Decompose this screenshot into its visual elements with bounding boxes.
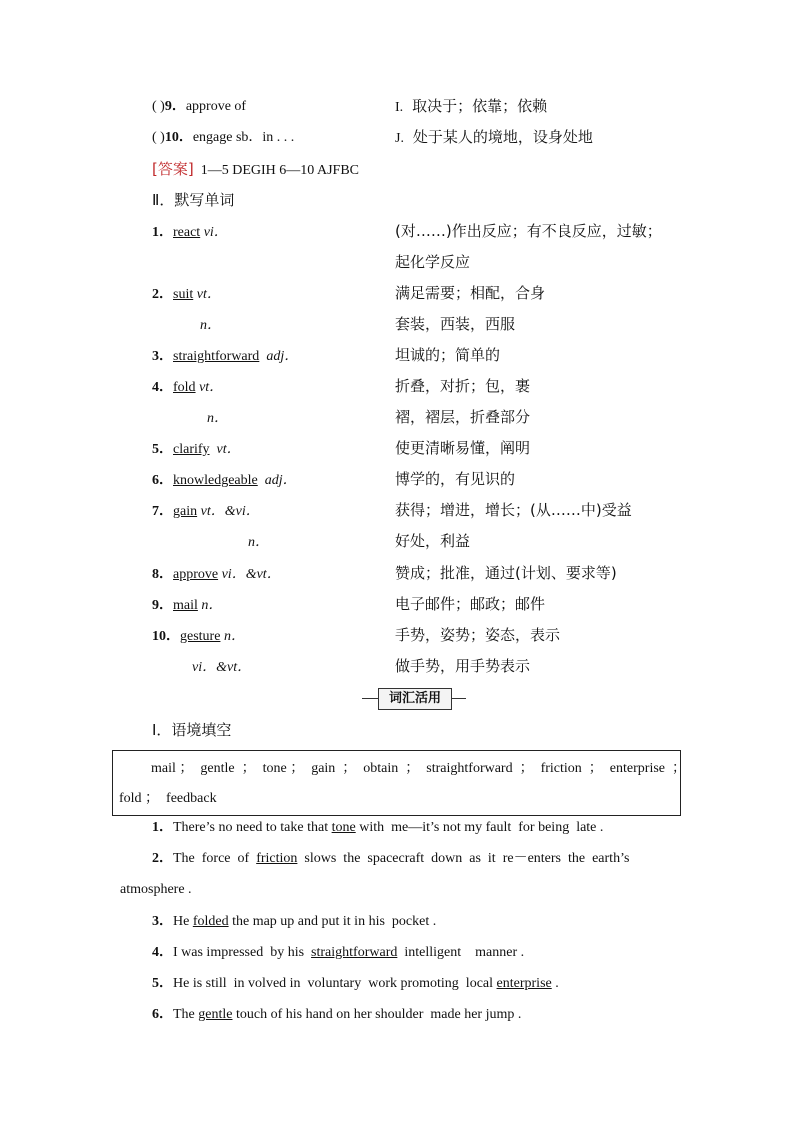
vocab-word: mail — [173, 598, 198, 613]
sentence-text: slows the spacecraft down as it re－enters the earth’s — [297, 851, 630, 866]
vocab-word: gesture — [180, 629, 221, 644]
filled-answer: straightforward — [311, 945, 398, 960]
item-number: 4． — [152, 380, 173, 395]
vocab-word: straightforward — [173, 349, 260, 364]
vocab-word: clarify — [173, 442, 210, 457]
vocab-word: suit — [173, 287, 194, 302]
item-number: 5． — [152, 976, 173, 991]
sentence-text: touch of his hand on her shoulder made her jump . — [232, 1007, 522, 1022]
filled-answer: tone — [331, 820, 356, 835]
answer-key — [152, 160, 359, 180]
cloze-sentence — [152, 850, 629, 868]
item-number: 10． — [164, 130, 193, 145]
part-of-speech: adj． — [266, 349, 299, 364]
item-number: 2． — [152, 851, 173, 866]
vocab-meaning: 电子邮件；邮政；邮件 — [395, 595, 546, 613]
vocab-item — [152, 441, 241, 459]
section-title: Ⅱ．默写单词 — [152, 191, 235, 209]
item-number: 6． — [152, 473, 173, 488]
part-of-speech: n． — [201, 598, 223, 613]
answer-text: 1—5 DEGIH 6—10 AJFBC — [200, 163, 360, 178]
item-number: 4． — [152, 945, 173, 960]
part-of-speech: vi． — [203, 225, 228, 240]
meaning-text: 处于某人的境地，设身处地 — [412, 128, 593, 146]
cloze-sentence — [152, 819, 603, 837]
vocab-item — [152, 628, 245, 646]
sentence-text: There’s no need to take that — [173, 820, 332, 835]
part-of-speech: adj． — [264, 473, 297, 488]
cloze-sentence — [152, 1006, 521, 1024]
section-title: Ⅰ．语境填空 — [152, 721, 232, 739]
vocab-item — [152, 597, 222, 615]
vocab-meaning: 使更清晰易懂，阐明 — [395, 439, 531, 457]
item-number: 1． — [152, 820, 173, 835]
sentence-text: The force of — [173, 851, 257, 866]
match-phrase: approve of — [185, 99, 247, 114]
vocab-meaning: 折叠，对折；包，裹 — [395, 377, 531, 395]
section-banner — [362, 688, 466, 710]
match-meaning — [395, 97, 547, 117]
vocab-word: react — [173, 225, 201, 240]
vocab-meaning: 获得；增进，增长；(从……中)受益 — [395, 501, 632, 519]
vocab-meaning: 好处，利益 — [395, 532, 471, 550]
sentence-text: I was impressed by his — [173, 945, 312, 960]
part-of-speech: vi．&vt． — [221, 567, 281, 582]
vocab-meaning: 做手势，用手势表示 — [395, 657, 531, 675]
vocab-meaning: 套装，西装，西服 — [395, 315, 516, 333]
vocab-meaning: 满足需要；相配，合身 — [395, 284, 546, 302]
answer-label: [答案] — [152, 160, 194, 178]
vocab-meaning: 手势，姿势；姿态，表示 — [395, 626, 561, 644]
vocab-word: knowledgeable — [173, 473, 258, 488]
item-number: 5． — [152, 442, 173, 457]
part-of-speech: n． — [200, 318, 221, 333]
word-bank-line: fold ； feedback — [119, 791, 217, 806]
cloze-sentence — [152, 944, 524, 962]
vocab-word: fold — [173, 380, 196, 395]
sentence-text: . — [551, 976, 559, 991]
vocab-item — [152, 472, 297, 490]
part-of-speech: n． — [223, 629, 245, 644]
part-of-speech: vi．&vt． — [192, 660, 252, 675]
part-of-speech: vt． — [199, 380, 224, 395]
part-of-speech: vt． — [196, 287, 221, 302]
cloze-sentence — [152, 913, 436, 931]
vocab-item — [152, 286, 221, 304]
sentence-text: intelligent manner . — [397, 945, 525, 960]
word-bank — [112, 750, 686, 816]
filled-answer: enterprise — [496, 976, 552, 991]
vocab-item — [152, 566, 281, 584]
item-number: 9． — [164, 99, 186, 114]
match-phrase: engage sb．in . . . — [192, 130, 295, 145]
item-number: 9． — [152, 598, 173, 613]
vocab-item — [152, 224, 228, 242]
vocab-meaning: 褶，褶层，折叠部分 — [395, 408, 531, 426]
item-number: 1． — [152, 225, 173, 240]
vocab-word: gain — [173, 504, 198, 519]
item-number: 10． — [152, 629, 180, 644]
part-of-speech: n． — [207, 411, 228, 426]
item-number: 3． — [152, 914, 173, 929]
vocab-meaning: 赞成；批准，通过(计划、要求等) — [395, 564, 617, 582]
sentence-text: The — [173, 1007, 199, 1022]
match-meaning — [395, 128, 593, 148]
vocab-meaning: (对……)作出反应；有不良反应，过敏； — [395, 222, 662, 240]
part-of-speech: n． — [248, 535, 269, 550]
sentence-text: He is still in volved in voluntary work promoting local — [173, 976, 497, 991]
part-of-speech: vt．&vi． — [200, 504, 260, 519]
part-of-speech: vt． — [216, 442, 241, 457]
sentence-text: with me—it’s not my fault for being late . — [355, 820, 604, 835]
vocab-item — [152, 348, 298, 366]
item-number: 2． — [152, 287, 173, 302]
sentence-wrap: atmosphere . — [120, 882, 192, 897]
answer-paren: ( ) — [152, 99, 165, 114]
word-bank-line: mail ； gentle ； tone ； gain ； obtain ； straightforward ； friction ； enterprise ； — [151, 761, 686, 776]
banner-label: 词汇活用 — [378, 688, 452, 710]
vocab-meaning: 博学的，有见识的 — [395, 470, 516, 488]
vocab-item — [152, 503, 260, 521]
vocab-meaning-cont: 起化学反应 — [395, 253, 471, 271]
match-row — [152, 98, 246, 116]
item-number: 7． — [152, 504, 173, 519]
item-number: 8． — [152, 567, 173, 582]
sentence-text: the map up and put it in his pocket . — [228, 914, 437, 929]
vocab-meaning: 坦诚的；简单的 — [395, 346, 501, 364]
filled-answer: friction — [256, 851, 298, 866]
meaning-letter: J. — [395, 131, 404, 146]
item-number: 3． — [152, 349, 173, 364]
filled-answer: gentle — [198, 1007, 233, 1022]
filled-answer: folded — [192, 914, 229, 929]
sentence-text: He — [173, 914, 193, 929]
vocab-word: approve — [173, 567, 219, 582]
item-number: 6． — [152, 1007, 173, 1022]
match-row — [152, 129, 294, 147]
meaning-letter: I. — [395, 100, 404, 115]
answer-paren: ( ) — [152, 130, 165, 145]
cloze-sentence — [152, 975, 559, 993]
meaning-text: 取决于；依靠；依赖 — [412, 97, 548, 115]
vocab-item — [152, 379, 223, 397]
